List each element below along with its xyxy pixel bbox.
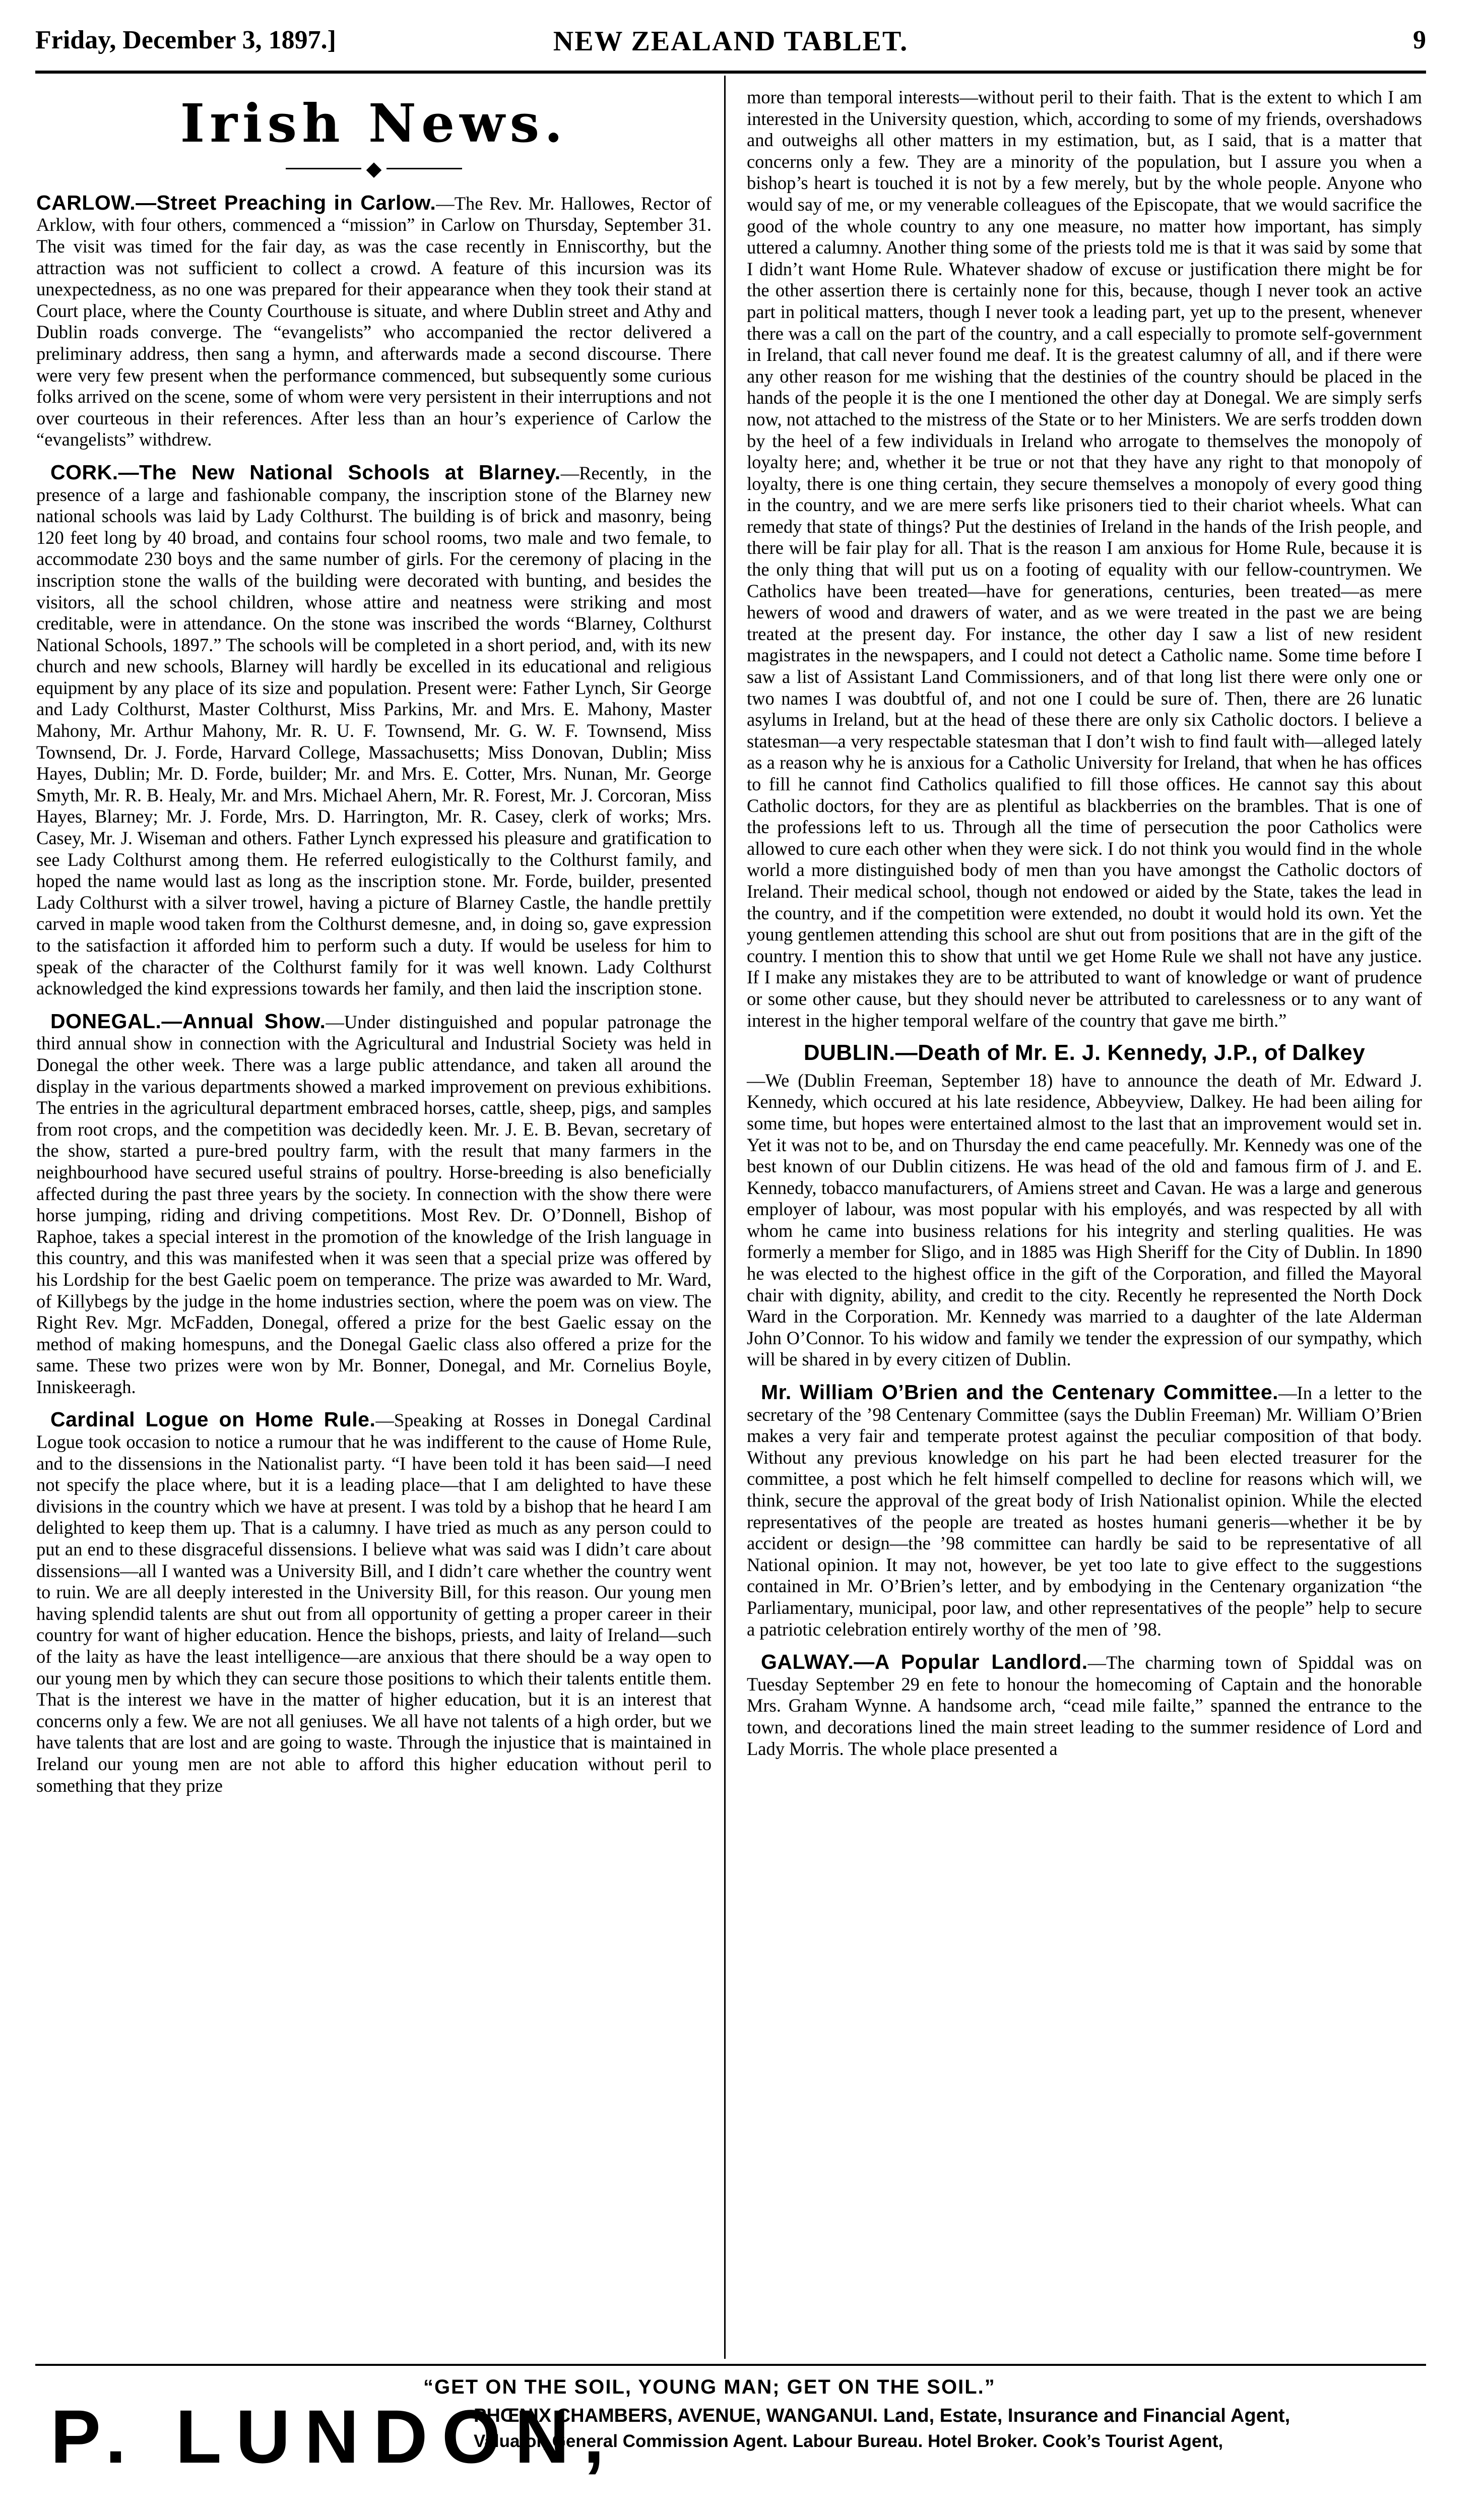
ad-tagline: “GET ON THE SOIL, YOUNG MAN; GET ON THE SOIL.” [423,2376,996,2398]
article-body: —The Rev. Mr. Hallowes, Rector of Arklow, with four others, commenced a “mission” in Carlow on Thursday, September 31. The visit was timed for the fair day, as was the case recently in Enniscorthy, but the attraction was not sufficient to collect a crowd. A feature of this incursion was its unexpectedness, as no one was prepared for their appearance when they took their stand at Court place, where the County Courthouse is situate, and where Dublin street and Athy and Dublin roads converge. The “evangelists” who accompanied the rector delivered a preliminary address, then sang a hymn, and afterwards made a second discourse. There were very few present when the performance commenced, but subsequently some curious folks arrived on the scene, some of whom were very persistent in their interruptions and not over courteous in their references. After less than an hour’s experience of Carlow the “evangelists” withdrew. [36,193,712,450]
ornament-rule-right [386,168,462,169]
article-galway [747,1651,1422,1760]
article-headline: CARLOW.—Street Preaching in Carlow. [36,191,436,214]
article-body: —Speaking at Rosses in Donegal Cardinal Logue took occasion to notice a rumour that he was indifferent to the cause of Home Rule, and to the dissensions in the Nationalist party. “I have been told it has been said—I need not specify the place where, but it is a leading place—that I am delighted to have these divisions in the country which we have at present. I was told by a bishop that he heard I am delighted to keep them up. That is a calumny. I have tried as much as any person could to put an end to these disgraceful dissensions. I believe what was said was I didn’t care about dissensions—all I wanted was a University Bill, and I didn’t care whether the country went to ruin. We are all deeply interested in the University Bill, for this reason. Our young men having splendid talents are shut out from all opportunity of getting a proper career in their country for want of higher education. Hence the bishops, priests, and laity of Ireland—such of the laity as have the least intelligence—are anxious that there should be a way open to our young men by which they can secure those positions to which their talents entitle them. That is the interest we have in the matter of higher education, but it is an interest that concerns only a few. We are not all geniuses. We all have not talents of a high order, but we have talents that are lost and are going to waste. Through the injustice that is maintained in Ireland our young men are not able to afford this higher education without peril to something that they prize [36,1410,712,1796]
ad-address-line: PHŒNIX CHAMBERS, AVENUE, WANGANUI. Land, Estate, Insurance and Financial Agent, [474,2405,1291,2426]
column-divider [724,76,726,2359]
ornament-rule-left [286,168,361,169]
article-headline-block [747,1042,1422,1065]
page-number: 9 [1413,26,1426,54]
footer-divider [35,2364,1426,2366]
section-masthead: Irish News. [180,92,568,154]
page-header [35,15,1426,74]
article-body: —Under distinguished and popular patronage the third annual show in connection with the Agricultural and Industrial Society was held in Donegal the other week. There was a large public attendance, and taken all around the display in the various departments showed a marked improvement on previous exhibitions. The entries in the agricultural department embraced horses, cattle, sheep, pigs, and samples from root crops, and the competition was decidedly keen. Mr. J. E. B. Bevan, secretary of the show, started a pure-bred poultry farm, with the result that many farmers in the neighbourhood have secured useful strains of poultry. Horse-breeding is also beneficially affected during the past three years by the society. In connection with the show there were horse jumping, riding and driving competitions. Most Rev. Dr. O’Donnell, Bishop of Raphoe, takes a special interest in the promotion of the knowledge of the Irish language in this country, and this was manifested when it was seen that a special prize was offered by his Lordship for the best Gaelic poem on temperance. The prize was awarded to Mr. Ward, of Killybegs by the judge in the home industries section, where the poem was on view. The Right Rev. Mgr. McFadden, Donegal, offered a prize for the best Gaelic essay on the method of making homespuns, and the Donegal Gaelic class also offered a prize for the same. These two prizes were won by Mr. Bonner, Donegal, and Mr. Cornelius Boyle, Inniskeeragh. [36,1011,712,1397]
issue-date: Friday, December 3, 1897.] [35,26,336,54]
ad-business-name: P. LUNDON, [50,2394,619,2479]
left-column [36,88,712,1796]
masthead-ornament [36,155,712,181]
article-headline: Cardinal Logue on Home Rule. [50,1408,376,1431]
advertisement-footer [35,2369,1426,2500]
ad-services-line: Valuator, General Commission Agent. Labour Bureau. Hotel Broker. Cook’s Tourist Agent, [474,2431,1223,2451]
article-body: more than temporal interests—without peril to their faith. That is the extent to which I am interested in the University question, which, according to some of my friends, overshadows and outweighs all other matters in my estimation, but, as I said, that is a matter that concerns only a few. They are a minority of the population, but I assure you when a bishop’s heart is touched it is not by a few merely, but by the whole people. Anyone who would say of me, or my venerable colleagues of the Episcopate, that we would sacrifice the good of the whole country to any one measure, no matter how important, has simply uttered a calumny. Another thing some of the priests told me is that it was said by some that I didn’t want Home Rule. Whatever shadow of excuse or justification there might be for the other assertion there is certainly none for this, because, though I never took an active part in political matters, though I never took a leading part, yet up to the present, whenever there was a call on the part of the country, and a call especially to promote self-government in Ireland, that call never found me deaf. It is the greatest calumny of all, and if there were any other reason for me wishing that the destinies of the country should be placed in the hands of the people it is the one I mentioned the other day at Donegal. We are simply serfs now, not attached to the mistress of the State or to her Ministers. We are serfs trodden down by the heel of a few individuals in Ireland who arrogate to themselves the monopoly of loyalty here; and, whether it be true or not that they have any right to that monopoly of loyalty, there is one thing certain, they secure themselves a monopoly of every good thing in the country, and we are mere serfs like prisoners tied to their chariot wheels. What can remedy that state of things? Put the destinies of Ireland in the hands of the Irish people, and there will be fair play for all. That is the reason I am anxious for Home Rule, because it is the only thing that will put us on a footing of equality with our fellow-countrymen. We Catholics have been treated—have for generations, centuries, been treated—as mere hewers of wood and drawers of water, and as we were treated in the past we are being treated at the present day. For instance, the other day I saw a list of new resident magistrates in the newspapers, and I could not detect a Catholic name. Some time before I saw a list of Assistant Land Commissioners, and of that long list there were only one or two names I was doubtful of, and not one I could be sure of. Then, there are 26 lunatic asylums in Ireland, but at the head of these there are only six Catholic doctors. I believe a statesman—a very respectable statesman that I don’t wish to find fault with—alleged lately as a reason why he is anxious for a Catholic University for Ireland, that when he has offices to fill he cannot find Catholics qualified to fill those offices. He cannot say this about Catholic doctors, for they are as plentiful as blackberries on the brambles. That is one of the professions left to us. Through all the time of persecution the poor Catholics were allowed to cure each other when they were sick. I do not think you would find in the whole world a more distinguished body of men than you have amongst the Catholic doctors of Ireland. Their medical school, though not endowed or aided by the State, takes the lead in the country, and if the competition were extended, no doubt it would hold its own. Yet the young gentlemen attending this school are shut out from positions that are in the gift of the country. I mention this to show that until we get Home Rule we shall not have any justice. If I make any mistakes they are to be attributed to want of knowledge or want of prudence or some other cause, but they should never be attributed to carelessness or to any want of interest in the higher temporal welfare of the country that gave me birth.” [747,87,1422,1031]
article-cardinal-logue-continued [747,87,1422,1031]
article-donegal [36,1011,712,1398]
article-headline: DUBLIN.—Death of Mr. E. J. Kennedy, J.P., of Dalkey [803,1040,1366,1065]
article-headline: GALWAY.—A Popular Landlord. [761,1650,1088,1674]
article-body: —Recently, in the presence of a large and fashionable company, the inscription stone of the Blarney new national schools was laid by Lady Colthurst. The building is of brick and masonry, being 120 feet long by 40 broad, and contains four school rooms, two male and two female, to accommodate 230 boys and the same number of girls. For the ceremony of placing in the inscription stone the walls of the building were decorated with bunting, and besides the visitors, all the school children, whose attire and neatness were striking and most creditable, were in attendance. On the stone was inscribed the words “Blarney, Colthurst National Schools, 1897.” The schools will be completed in a short period, and, with its new church and new schools, Blarney will hardly be excelled in its educational and religious equipment by any place of its size and population. Present were: Father Lynch, Sir George and Lady Colthurst, Master Colthurst, Miss Parkins, Mr. and Mrs. E. Mahony, Master Mahony, Mr. Arthur Mahony, Mr. R. U. F. Townsend, Mr. G. W. F. Townsend, Miss Townsend, Dr. J. Forde, Harvard College, Massachusetts; Miss Donovan, Dublin; Miss Hayes, Dublin; Mr. D. Forde, builder; Mr. and Mrs. E. Cotter, Mrs. Nunan, Mr. George Smyth, Mr. R. B. Healy, Mr. and Mrs. Michael Ahern, Mr. R. Forest, Mr. J. Corcoran, Miss Hayes, Blarney; Mr. J. Forde, Mrs. D. Harrington, Mr. R. Casey, clerk of works; Mrs. Casey, Mr. J. Wiseman and others. Father Lynch expressed his pleasure and gratification to see Lady Colthurst among them. He referred eulogistically to the Colthurst family, and hoped the name would last as long as the inscription stone. Mr. Forde, builder, presented Lady Colthurst with a silver trowel, having a picture of Blarney Castle, the handle prettily carved in maple wood taken from the Colthurst demesne, and, in doing so, gave expression to the satisfaction it afforded him to perform such a duty. If would be useless for him to speak of the character of the Colthurst family for it was well known. Lady Colthurst acknowledged the kind expressions towards her family, and then laid the inscription stone. [36,462,712,999]
article-headline: DONEGAL.—Annual Show. [50,1009,326,1033]
article-headline: Mr. William O’Brien and the Centenary Committee. [761,1381,1279,1404]
article-body: —We (Dublin Freeman, September 18) have to announce the death of Mr. Edward J. Kennedy, which occured at his late residence, Abbeyview, Dalkey. He had been ailing for some time, but hopes were entertained almost to the last that an improvement would set in. Yet it was not to be, and on Thursday the end came peacefully. Mr. Kennedy was one of the best known of our Dublin citizens. He was head of the old and famous firm of J. and E. Kennedy, tobacco manufacturers, of Amiens street and Cavan. He was a large and generous employer of labour, was most popular with his employés, and was respected by all with whom he came into business relations for his integrity and sterling qualities. He was formerly a member for Sligo, and in 1885 was High Sheriff for the City of Dublin. In 1890 he was elected to the highest office in the gift of the Corporation, and filled the Mayoral chair with dignity, ability, and credit to the city. Recently he represented the North Dock Ward in the Corporation. Mr. Kennedy was married to a daughter of the late Alderman John O’Connor. To his widow and family we tender the expression of our sympathy, which will be shared in by every citizen of Dublin. [747,1070,1422,1370]
article-body: —In a letter to the secretary of the ’98 Centenary Committee (says the Dublin Freeman) Mr. William O’Brien makes a very fair and temperate protest against the peculiar composition of that body. Without any previous knowledge on his part he had been elected treasurer for the committee, a post which he felt himself compelled to decline for reasons which will, we think, secure the approval of the great body of Irish Nationalist opinion. While the elected representatives of the people are treated as hostes humani generis—whether it be by accident or design—the ’98 committee can hardly be said to be representative of all National opinion. It may not, however, be yet too late to give effect to the suggestions contained in Mr. O’Brien’s letter, and by embodying in the Centenary organization “the Parliamentary, municipal, poor law, and other representatives of the people” help to secure a patriotic celebration entirely worthy of the men of ’98. [747,1383,1422,1640]
article-carlow [36,192,712,451]
article-cardinal-logue [36,1409,712,1796]
diamond-icon: ◆ [366,157,382,180]
article-body: —The charming town of Spiddal was on Tuesday September 29 en fete to honour the homecoming of Captain and the honorable Mrs. Graham Wynne. A handsome arch, “cead mile failte,” spanned the entrance to the town, and decorations lined the main street leading to the summer residence of Lord and Lady Morris. The whole place presented a [747,1652,1422,1759]
right-column [747,87,1422,1760]
article-obrien-centenary [747,1382,1422,1640]
newspaper-title: NEW ZEALAND TABLET. [553,26,909,57]
article-cork [36,462,712,999]
article-headline: CORK.—The New National Schools at Blarney. [50,460,561,484]
article-dublin-kennedy [747,1042,1422,1370]
